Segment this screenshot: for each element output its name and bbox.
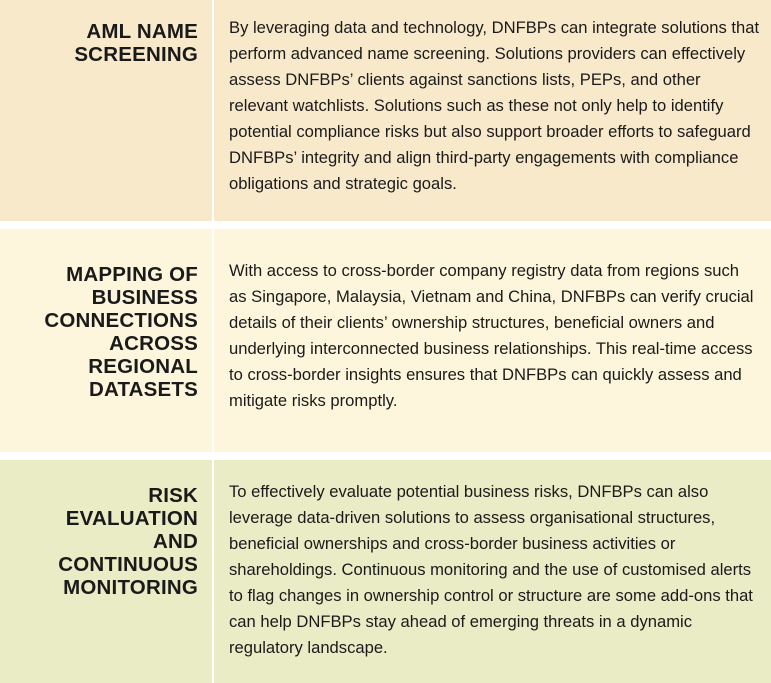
heading-line: AND [152,530,198,553]
heading-line: DATASETS [88,378,198,401]
heading-line: ACROSS [109,332,198,355]
heading-line: AML NAME [86,20,198,43]
row-heading [0,0,212,221]
row-risk-evaluation-monitoring [0,460,771,683]
heading-line: CONTINUOUS [58,553,198,576]
row-heading [0,460,212,683]
heading-line: MONITORING [63,576,198,599]
row-description: By leveraging data and technology, DNFBPs can integrate solutions that perform advanced name screening. Solutions providers can effectively assess DNFBPs’ clients against sanctions lists, PEPs, and other relevant watchlists. Solutions such as these not only help to identify potential compliance risks but also support broader efforts to safeguard DNFBPs’ integrity and align third-party engagements with compliance obligations and strategic goals. [229,18,760,193]
heading-line: REGIONAL [88,355,198,378]
row-description: With access to cross-border company registry data from regions such as Singapore, Malaysia, Vietnam and China, DNFBPs can verify crucial details of their clients’ ownership structures, beneficial owners and underlying interconnected business relationships. This real-time access to cross-border insights ensures that DNFBPs can quickly assess and mitigate risks promptly. [229,261,754,410]
heading-line: MAPPING OF [66,263,198,286]
heading-line: BUSINESS [91,286,198,309]
heading-line: EVALUATION [65,507,198,530]
row-aml-name-screening [0,0,771,221]
heading-line: SCREENING [74,43,198,66]
row-mapping-business-connections [0,229,771,452]
heading-line: RISK [148,484,198,507]
row-heading [0,229,212,452]
heading-line: CONNECTIONS [44,309,198,332]
row-description: To effectively evaluate potential business risks, DNFBPs can also leverage data-driven solutions to assess organisational structures, beneficial ownerships and cross-border business activities or shareholdings. Continuous monitoring and the use of customised alerts to flag changes in ownership control or structure are some add-ons that can help DNFBPs stay ahead of emerging threats in a dynamic regulatory landscape. [229,482,753,657]
